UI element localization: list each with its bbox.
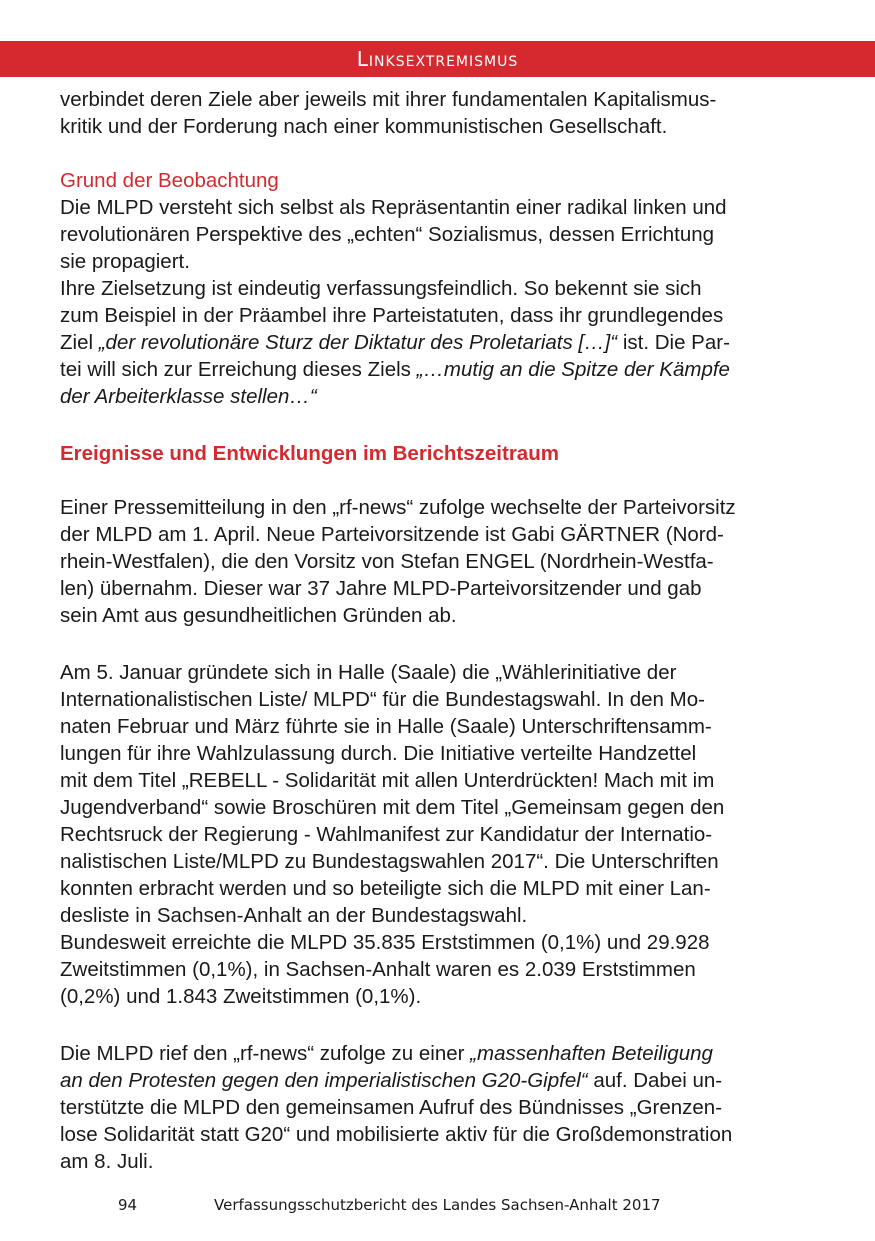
text-line: mit dem Titel „REBELL - Solidarität mit allen Unterdrückten! Mach mit im: [60, 769, 715, 792]
section-heading-ereignisse: Ereignisse und Entwicklungen im Berichtszeitraum: [60, 442, 559, 465]
quotation: „der revolutionäre Sturz der Diktatur des Proletariats […]“: [98, 331, 618, 354]
text-line: [60, 1067, 722, 1094]
text-line: [60, 329, 730, 356]
text-line: nalistischen Liste/MLPD zu Bundestagswahlen 2017“. Die Unterschriften: [60, 850, 719, 873]
quotation: „massenhaften Beteiligung: [470, 1042, 713, 1065]
line-text: tei will sich zur Erreichung dieses Ziels: [60, 358, 417, 381]
text-line: len) übernahm. Dieser war 37 Jahre MLPD-Parteivorsitzender und gab: [60, 577, 702, 600]
text-line: Einer Pressemitteilung in den „rf-news“ zufolge wechselte der Parteivorsitz: [60, 496, 736, 519]
text-line: [60, 1040, 713, 1067]
line-text: Ziel: [60, 331, 99, 354]
text-line: Am 5. Januar gründete sich in Halle (Saale) die „Wählerinitiative der: [60, 661, 677, 684]
text-line: desliste in Sachsen-Anhalt an der Bundestagswahl.: [60, 904, 528, 927]
text-line: Jugendverband“ sowie Broschüren mit dem Titel „Gemeinsam gegen den: [60, 796, 725, 819]
line-text: ist. Die Par-: [617, 331, 730, 354]
text-line: terstützte die MLPD den gemeinsamen Aufruf des Bündnisses „Grenzen-: [60, 1096, 723, 1119]
text-line: naten Februar und März führte sie in Halle (Saale) Unterschriftensamm-: [60, 715, 712, 738]
quotation: „…mutig an die Spitze der Kämpfe: [416, 358, 730, 381]
line-text: auf. Dabei un-: [587, 1069, 723, 1092]
line-text: Die MLPD rief den „rf-news“ zufolge zu einer: [60, 1042, 471, 1065]
text-line: Rechtsruck der Regierung - Wahlmanifest zur Kandidatur der Internatio-: [60, 823, 713, 846]
text-line: konnten erbracht werden und so beteiligte sich die MLPD mit einer Lan-: [60, 877, 711, 900]
text-line: der MLPD am 1. April. Neue Parteivorsitzende ist Gabi GÄRTNER (Nord-: [60, 523, 724, 546]
section-title: Linksextremismus: [356, 47, 519, 71]
text-line: revolutionären Perspektive des „echten“ Sozialismus, dessen Errichtung: [60, 223, 715, 246]
text-line: kritik und der Forderung nach einer kommunistischen Gesellschaft.: [60, 115, 668, 138]
text-line: Die MLPD versteht sich selbst als Repräsentantin einer radikal linken und: [60, 196, 727, 219]
text-line: lungen für ihre Wahlzulassung durch. Die Initiative verteilte Handzettel: [60, 742, 697, 765]
section-header-banner: [0, 41, 875, 77]
text-line: rhein-Westfalen), die den Vorsitz von Stefan ENGEL (Nordrhein-Westfa-: [60, 550, 714, 573]
text-line: Ihre Zielsetzung ist eindeutig verfassungsfeindlich. So bekennt sie sich: [60, 277, 702, 300]
text-line: [60, 356, 730, 383]
text-line: Bundesweit erreichte die MLPD 35.835 Erststimmen (0,1%) und 29.928: [60, 931, 710, 954]
footer-publication: Verfassungsschutzbericht des Landes Sachsen-Anhalt 2017: [214, 1196, 661, 1214]
text-line: lose Solidarität statt G20“ und mobilisierte aktiv für die Großdemonstration: [60, 1123, 733, 1146]
quotation: an den Protesten gegen den imperialistischen G20-Gipfel“: [60, 1069, 588, 1092]
text-line: Zweitstimmen (0,1%), in Sachsen-Anhalt waren es 2.039 Erststimmen: [60, 958, 696, 981]
subheading-grund: Grund der Beobachtung: [60, 169, 279, 192]
text-line: Internationalistischen Liste/ MLPD“ für die Bundestagswahl. In den Mo-: [60, 688, 705, 711]
quotation: der Arbeiterklasse stellen…“: [60, 385, 317, 408]
text-line: zum Beispiel in der Präambel ihre Parteistatuten, dass ihr grundlegendes: [60, 304, 724, 327]
text-line: am 8. Juli.: [60, 1150, 154, 1173]
text-line: verbindet deren Ziele aber jeweils mit ihrer fundamentalen Kapitalismus-: [60, 88, 717, 111]
text-line: sie propagiert.: [60, 250, 190, 273]
text-line: sein Amt aus gesundheitlichen Gründen ab.: [60, 604, 457, 627]
text-line: (0,2%) und 1.843 Zweitstimmen (0,1%).: [60, 985, 422, 1008]
text-line: [60, 383, 317, 410]
page-number: 94: [118, 1196, 138, 1214]
